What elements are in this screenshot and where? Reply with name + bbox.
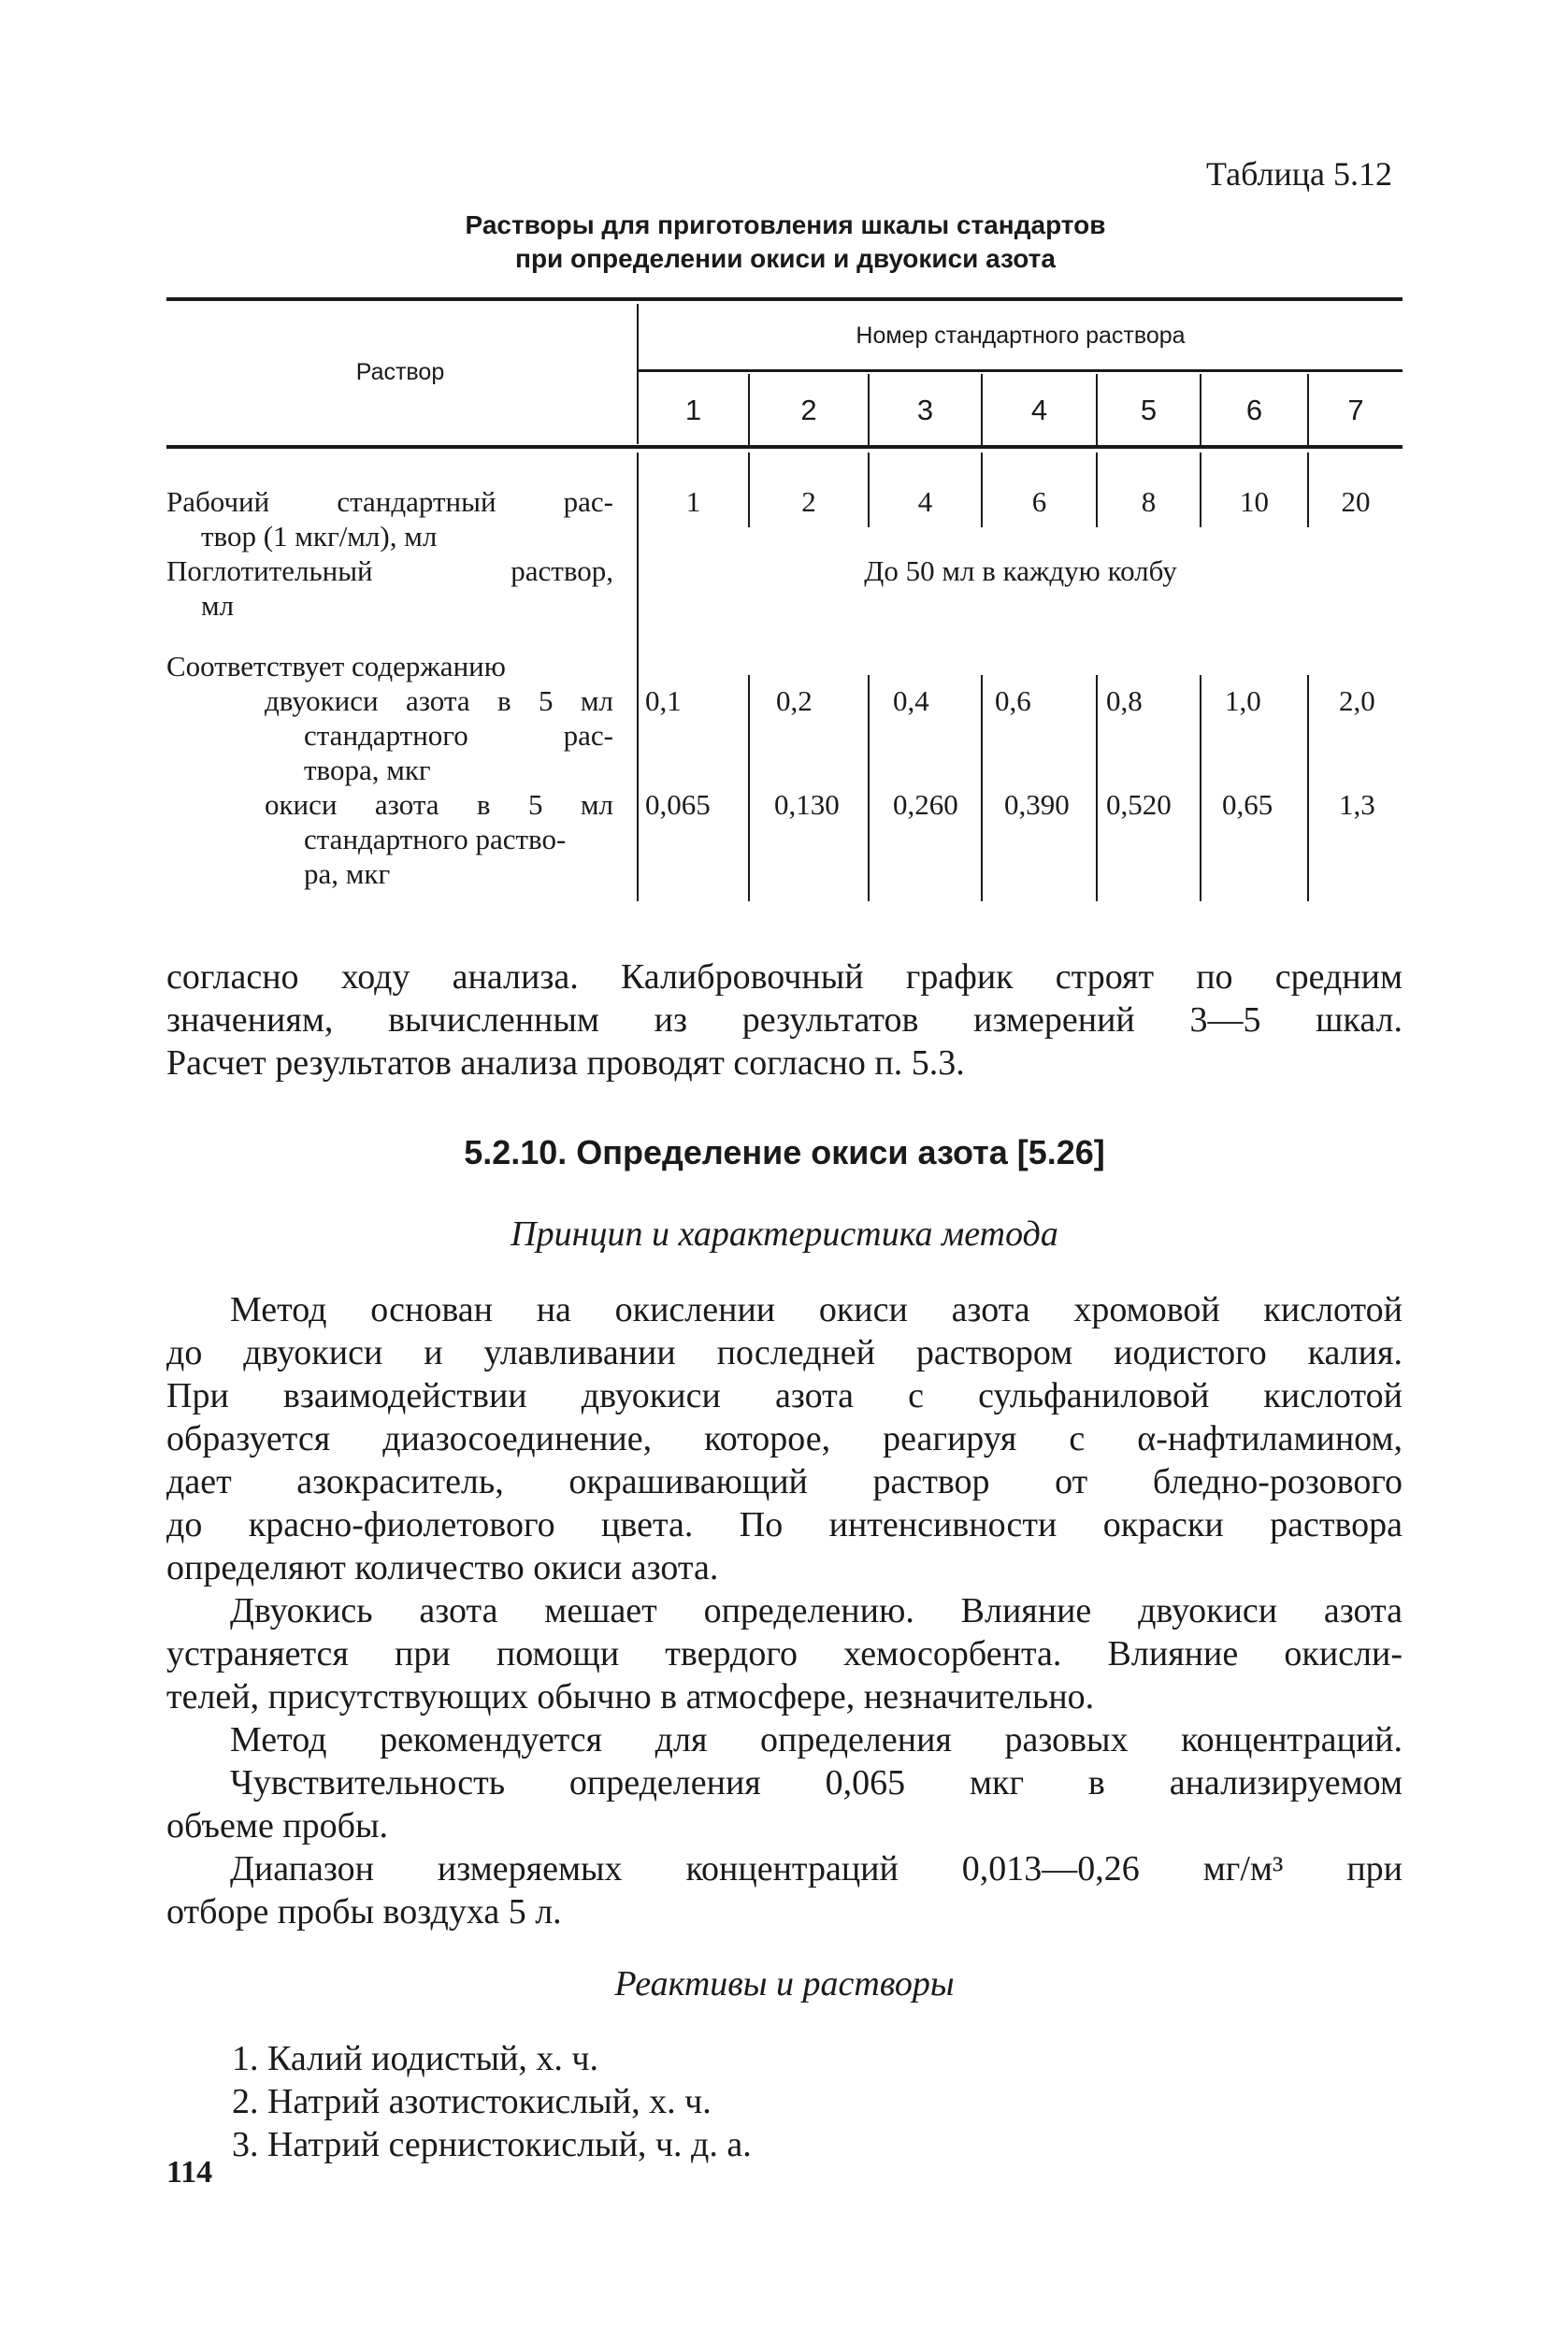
row-label: стандартного раство- bbox=[304, 823, 567, 855]
text-line: до двуокиси и улавливании последней раствором иодистого калия. bbox=[166, 1333, 1403, 1372]
table-cell: 1 bbox=[685, 485, 701, 518]
text-line: Метод основан на окислении окиси азота хромовой кислотой bbox=[230, 1290, 1403, 1329]
text-line: значениям, вычисленным из результатов измерений 3—5 шкал. bbox=[166, 1000, 1403, 1040]
table-cell: 20 bbox=[1341, 485, 1371, 518]
text-line: телей, присутствующих обычно в атмосфере, незначительно. bbox=[166, 1677, 1095, 1716]
row-label: твор (1 мкг/мл), мл bbox=[201, 520, 438, 553]
text-line: дает азокраситель, окрашивающий раствор от бледно-розового bbox=[166, 1462, 1403, 1501]
table-cell: 1,0 bbox=[1225, 684, 1261, 717]
row-label: Поглотительный раствор, bbox=[166, 554, 613, 587]
table-number: Таблица 5.12 bbox=[1206, 155, 1392, 193]
col-divider bbox=[748, 675, 750, 901]
table-cell: 0,4 bbox=[893, 684, 929, 717]
table-header-rule bbox=[166, 445, 1403, 449]
row-label: твора, мкг bbox=[304, 754, 431, 786]
col-divider bbox=[1307, 675, 1309, 901]
col-number: 1 bbox=[684, 394, 702, 426]
col-divider bbox=[1200, 675, 1201, 901]
col-divider bbox=[868, 675, 870, 901]
table-cell: 4 bbox=[917, 485, 933, 518]
text-line: Метод рекомендуется для определения разовых концентраций. bbox=[230, 1720, 1403, 1759]
row-label: мл bbox=[201, 589, 235, 622]
text-line: согласно ходу анализа. Калибровочный график строят по средним bbox=[166, 957, 1403, 997]
table-cell: 0,390 bbox=[1004, 788, 1070, 821]
header-solution: Раствор bbox=[355, 359, 445, 385]
col-number: 3 bbox=[916, 394, 934, 426]
table-cell: 2,0 bbox=[1339, 684, 1375, 717]
text-line: Чувствительность определения 0,065 мкг в анализируемом bbox=[230, 1763, 1403, 1802]
col-divider bbox=[1096, 675, 1098, 901]
list-item: 2. Натрий азотистокислый, х. ч. bbox=[232, 2082, 712, 2121]
paragraph-interference bbox=[166, 1589, 1403, 1718]
paragraph-range bbox=[166, 1847, 1403, 1933]
row-label: Рабочий стандартный рас- bbox=[166, 485, 613, 518]
page-number: 114 bbox=[166, 2155, 213, 2190]
text-line: образуется диазосоединение, которое, реагируя с α-нафтиламином, bbox=[166, 1419, 1403, 1458]
table-cell: 8 bbox=[1141, 485, 1157, 518]
text-line: Расчет результатов анализа проводят согласно п. 5.3. bbox=[166, 1043, 965, 1083]
table-cell-span: До 50 мл в каждую колбу bbox=[864, 554, 1177, 587]
table-cell: 10 bbox=[1240, 485, 1269, 518]
table-caption-line2: при определении окиси и двуокиси азота bbox=[515, 244, 1056, 273]
row-label: двуокиси азота в 5 мл bbox=[265, 684, 613, 717]
section-heading: 5.2.10. Определение окиси азота [5.26] bbox=[464, 1133, 1105, 1171]
row-label: ра, мкг bbox=[304, 857, 391, 890]
col-divider bbox=[981, 675, 983, 901]
table-cell: 0,8 bbox=[1106, 684, 1143, 717]
table-cell: 0,130 bbox=[774, 788, 840, 821]
text-line: Двуокись азота мешает определению. Влияние двуокиси азота bbox=[230, 1591, 1403, 1630]
row-label: окиси азота в 5 мл bbox=[265, 788, 613, 821]
paragraph-method bbox=[166, 1288, 1403, 1589]
header-group: Номер стандартного раствора bbox=[856, 323, 1186, 349]
row-label: стандартного рас- bbox=[304, 719, 613, 752]
list-item: 1. Калий иодистый, х. ч. bbox=[232, 2039, 599, 2078]
table-cell: 2 bbox=[801, 485, 816, 518]
table-cell: 6 bbox=[1031, 485, 1047, 518]
text-line: объеме пробы. bbox=[166, 1806, 389, 1846]
text-line: Диапазон измеряемых концентраций 0,013—0,26 мг/м³ при bbox=[230, 1849, 1403, 1889]
table-cell: 0,065 bbox=[645, 788, 711, 821]
paragraph-calibration bbox=[166, 955, 1403, 1084]
table-cell: 0,260 bbox=[893, 788, 958, 821]
table-cell: 0,6 bbox=[995, 684, 1031, 717]
table-caption-line1: Растворы для приготовления шкалы стандартов bbox=[465, 210, 1106, 239]
table-cell: 1,3 bbox=[1339, 788, 1375, 821]
text-line: до красно-фиолетового цвета. По интенсивности окраски раствора bbox=[166, 1505, 1403, 1544]
col-number: 7 bbox=[1347, 394, 1364, 426]
text-line: устраняется при помощи твердого хемосорбента. Влияние окисли- bbox=[166, 1634, 1403, 1673]
text-line: определяют количество окиси азота. bbox=[166, 1548, 719, 1587]
table-cell: 0,1 bbox=[645, 684, 682, 717]
table-cell: 0,65 bbox=[1222, 788, 1273, 821]
paragraph-recommendation bbox=[166, 1718, 1403, 1761]
table-cell: 0,2 bbox=[776, 684, 813, 717]
col-number: 6 bbox=[1245, 394, 1263, 426]
table-cell: 0,520 bbox=[1106, 788, 1172, 821]
row-label: Соответствует содержанию bbox=[166, 650, 506, 682]
col-number: 4 bbox=[1030, 394, 1048, 426]
table-group-rule bbox=[639, 369, 1403, 372]
subheading-reagents: Реактивы и растворы bbox=[614, 1964, 955, 2003]
text-line: При взаимодействии двуокиси азота с сульфаниловой кислотой bbox=[166, 1376, 1403, 1415]
subheading-principle: Принцип и характеристика метода bbox=[511, 1214, 1058, 1254]
text-line: отборе пробы воздуха 5 л. bbox=[166, 1892, 562, 1932]
table-top-rule bbox=[166, 297, 1403, 301]
list-item: 3. Натрий сернистокислый, ч. д. а. bbox=[232, 2125, 752, 2164]
col-number: 2 bbox=[800, 394, 817, 426]
col-number: 5 bbox=[1140, 394, 1158, 426]
paragraph-sensitivity bbox=[166, 1761, 1403, 1847]
